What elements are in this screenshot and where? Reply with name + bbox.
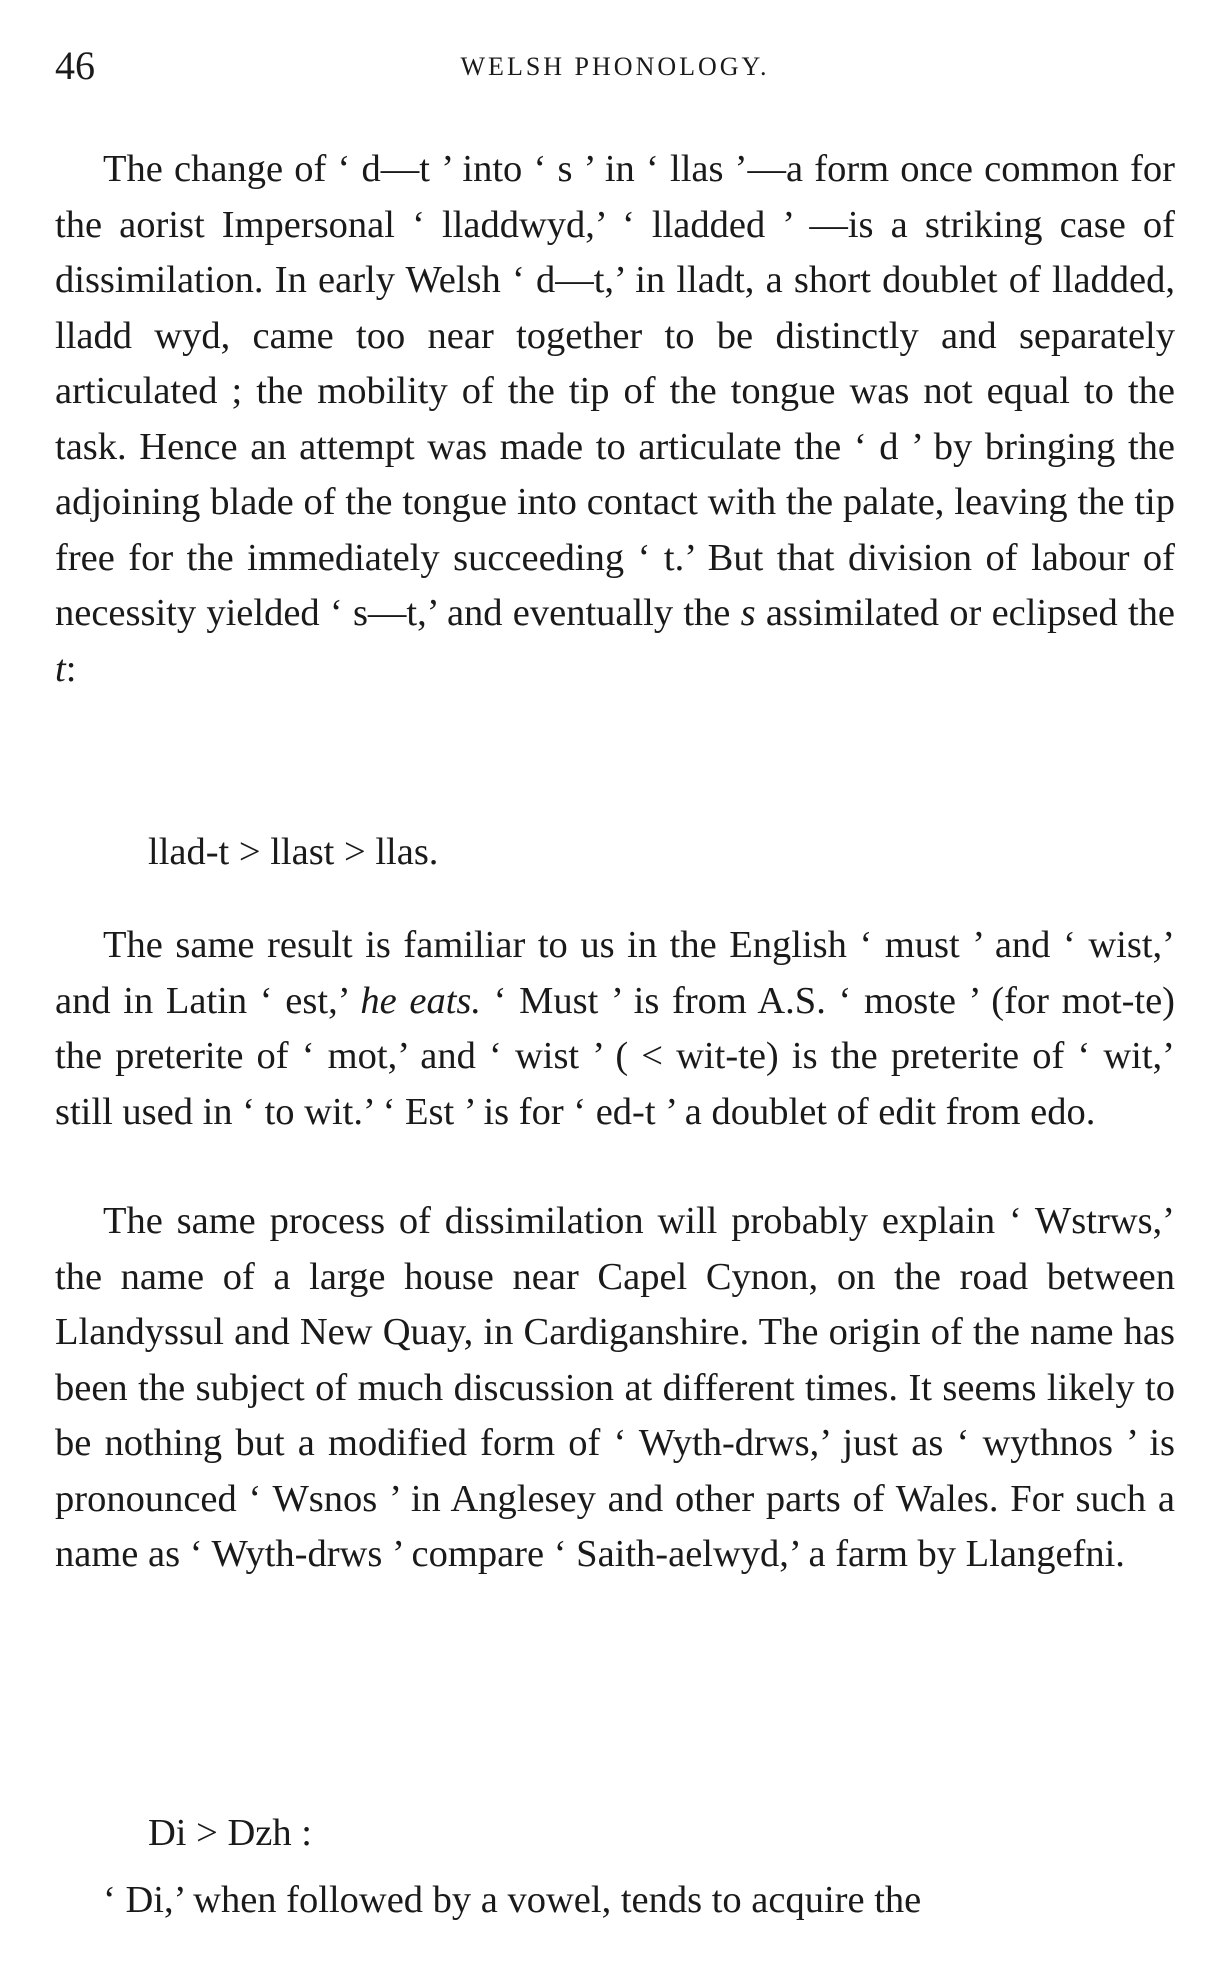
- paragraph-di-vowel: ‘ Di,’ when followed by a vowel, tends to acquire the: [103, 1879, 922, 1921]
- paragraph-text: ‘ Must ’ is from A.S. ‘ moste ’ (for mot-te) the preterite of ‘ mot,’ and ‘ wist ’ ( < wit-te) is the preterite of ‘ wit,’ still used in ‘ to wit.’ ‘ Est ’ is for ‘ ed-t ’ a doublet of edit from edo.: [55, 979, 1175, 1133]
- formula-llas: llad-t > llast > llas.: [148, 831, 439, 873]
- italic-t: t: [55, 647, 66, 690]
- running-title: WELSH PHONOLOGY.: [460, 52, 770, 81]
- paragraph-text: :: [65, 647, 77, 690]
- paragraph-text: The same result is familiar to us in the English ‘ must ’ and ‘ wist,’ and in Latin ‘ est,’: [55, 924, 1175, 1022]
- page-header: [55, 42, 1175, 92]
- page-number: 46: [55, 43, 95, 88]
- paragraph-text: assimilated or eclipsed the: [755, 592, 1175, 634]
- italic-he-eats: he eats.: [360, 979, 481, 1022]
- italic-s: s: [740, 592, 756, 634]
- paragraph-dissimilation-llas: [55, 142, 1175, 697]
- paragraph-english-must: [55, 918, 1175, 1140]
- paragraph-wstrws: The same process of dissimilation will probably explain ‘ Wstrws,’ the name of a large house near Capel Cynon, on the road between Llandyssul and New Quay, in Cardiganshire. The origin of the name has been the subject of much discussion at different times. It seems likely to be nothing but a modified form of ‘ Wyth-drws,’ just as ‘ wythnos ’ is pronounced ‘ Wsnos ’ in Anglesey and other parts of Wales. For such a name as ‘ Wyth-drws ’ compare ‘ Saith-aelwyd,’ a farm by Llangefni.: [55, 1200, 1175, 1575]
- paragraph-text: The change of ‘ d—t ’ into ‘ s ’ in ‘ llas ’—a form once common for the aorist Impersonal ‘ lladdwyd,’ ‘ lladded ’ —is a striking case of dissimilation. In early Welsh ‘ d—t,’ in lladt, a short doublet of lladded, lladd wyd, came too near together to be distinctly and separately articulated ; the mobility of the tip of the tongue was not equal to the task. Hence an attempt was made to articulate the ‘ d ’ by bringing the adjoining blade of the tongue into contact with the palate, leaving the tip free for the immediately succeeding ‘ t.’ But that division of labour of necessity yielded ‘ s—t,’ and eventually the: [55, 148, 1175, 634]
- section-heading-di-dzh: Di > Dzh :: [148, 1812, 312, 1854]
